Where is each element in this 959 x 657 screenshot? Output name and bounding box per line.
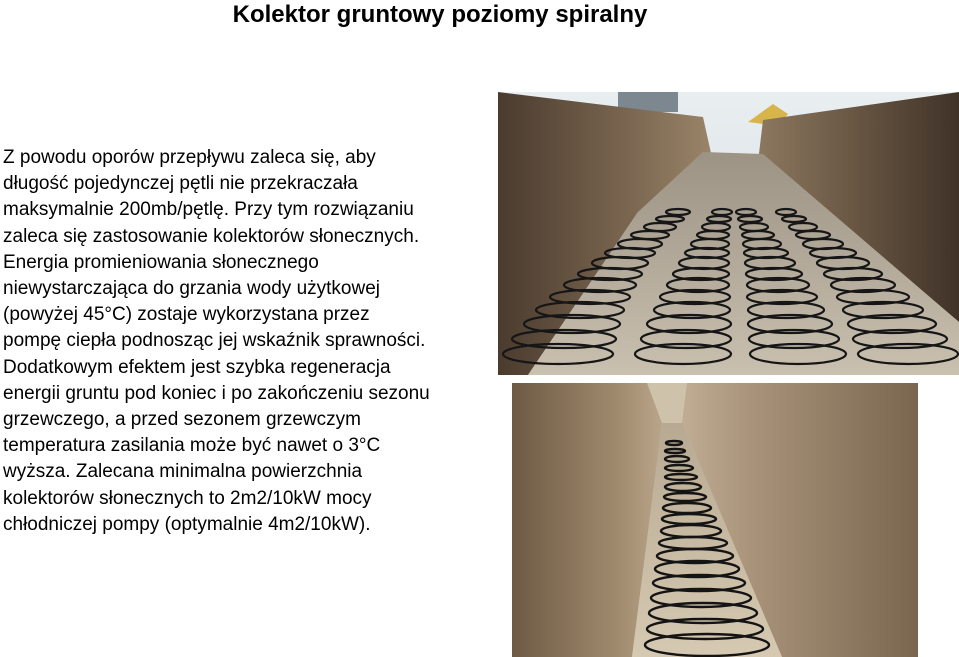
- paragraph-line: niewystarczająca do grzania wody użytkowej: [3, 278, 381, 300]
- paragraph-line: Energia promieniowania słonecznego: [3, 251, 319, 273]
- wide-trench-spiral-collector-photo: [498, 92, 959, 375]
- paragraph-line: długość pojedynczej pętli nie przekraczała: [3, 173, 358, 195]
- paragraph-line: temperatura zasilania może być nawet o 3°C: [3, 435, 381, 457]
- slide-title-text: Kolektor gruntowy poziomy spiralny: [232, 1, 648, 28]
- paragraph-line: energii gruntu pod koniec i po zakończeniu sezonu: [3, 382, 430, 404]
- narrow-trench-illustration: [512, 383, 918, 657]
- paragraph-line: wyższa. Zalecana minimalna powierzchnia: [3, 461, 363, 483]
- narrow-trench-spiral-collector-photo: [512, 383, 918, 657]
- slide-title: [0, 0, 880, 30]
- paragraph-line: pompę ciepła podnosząc jej wskaźnik sprawności.: [3, 330, 426, 352]
- paragraph-line: Dodatkowym efektem jest szybka regeneracja: [3, 356, 391, 378]
- paragraph-line: Z powodu oporów przepływu zaleca się, aby: [3, 147, 376, 168]
- paragraph-line: chłodniczej pompy (optymalnie 4m2/10kW).: [3, 513, 371, 535]
- paragraph-line: zaleca się zastosowanie kolektorów słonecznych.: [3, 225, 420, 247]
- paragraph-line: kolektorów słonecznych to 2m2/10kW mocy: [3, 487, 372, 509]
- wide-trench-illustration: [498, 92, 959, 375]
- paragraph-line: (powyżej 45°C) zostaje wykorzystana przez: [3, 304, 370, 326]
- body-paragraph: [3, 145, 498, 538]
- paragraph-line: grzewczego, a przed sezonem grzewczym: [3, 409, 361, 431]
- paragraph-line: maksymalnie 200mb/pętlę. Przy tym rozwiązaniu: [3, 199, 414, 221]
